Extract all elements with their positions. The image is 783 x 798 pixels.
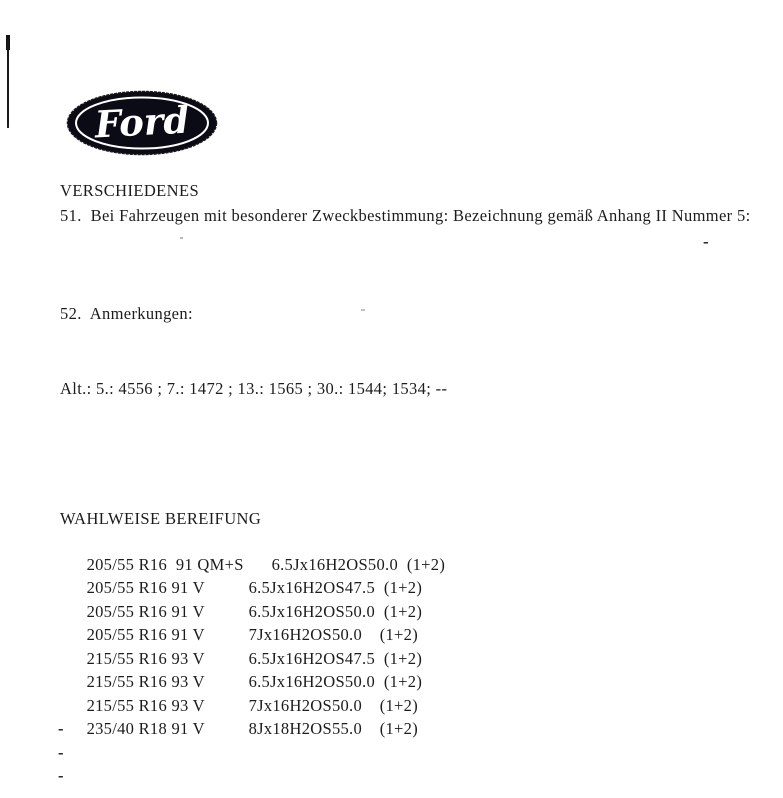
item52-block	[60, 251, 447, 451]
item51-text: 51. Bei Fahrzeugen mit besonderer Zweckbestimmung: Bezeichnung gemäß Anhang II Nummer 5:	[60, 206, 751, 225]
section-heading-tires: WAHLWEISE BEREIFUNG	[60, 509, 262, 528]
tire-spec: 215/55 R16 93 V	[86, 648, 205, 668]
ford-script: Ford	[93, 97, 191, 147]
tire-rim: 6.5Jx16H2OS50.0 (1+2)	[248, 672, 423, 691]
tire-rim: 7Jx16H2OS50.0 (1+2)	[248, 695, 419, 715]
section-heading-misc: VERSCHIEDENES	[60, 181, 200, 200]
empty-row-dash: -	[58, 719, 64, 738]
tire-spec: 235/40 R18 91 V	[86, 719, 205, 738]
tire-row	[60, 529, 446, 574]
tire-spec: 205/55 R16 91 QM+S	[86, 554, 244, 574]
tire-spec: 215/55 R16 93 V	[86, 695, 205, 715]
tire-rim: 8Jx18H2OS55.0 (1+2)	[248, 719, 419, 738]
scan-speck	[180, 237, 183, 239]
scan-speck	[361, 309, 365, 311]
ford-logo	[66, 90, 218, 156]
tire-rim: 6.5Jx16H2OS50.0 (1+2)	[271, 554, 446, 574]
item52-label: 52. Anmerkungen:	[60, 304, 193, 323]
tire-rim: 6.5Jx16H2OS47.5 (1+2)	[248, 578, 423, 597]
tire-spec: 215/55 R16 93 V	[86, 672, 205, 691]
empty-row-dash: -	[58, 742, 64, 762]
tire-spec: 205/55 R16 91 V	[86, 578, 205, 597]
tire-spec: 205/55 R16 91 V	[86, 601, 205, 621]
scan-artifact-rule	[7, 38, 9, 124]
scan-artifact-tick	[7, 123, 10, 128]
tire-rim: 6.5Jx16H2OS47.5 (1+2)	[248, 648, 423, 668]
empty-row-dash: -	[58, 766, 64, 786]
tire-rim: 6.5Jx16H2OS50.0 (1+2)	[248, 601, 423, 621]
tire-rim: 7Jx16H2OS50.0 (1+2)	[248, 625, 419, 644]
tire-list	[60, 529, 446, 738]
tire-spec: 205/55 R16 91 V	[86, 625, 205, 644]
item51-value: -	[703, 232, 709, 251]
item52-notes: Alt.: 5.: 4556 ; 7.: 1472 ; 13.: 1565 ; 30.: 1544; 1534; --	[60, 379, 448, 398]
empty-tire-rows	[58, 717, 64, 788]
